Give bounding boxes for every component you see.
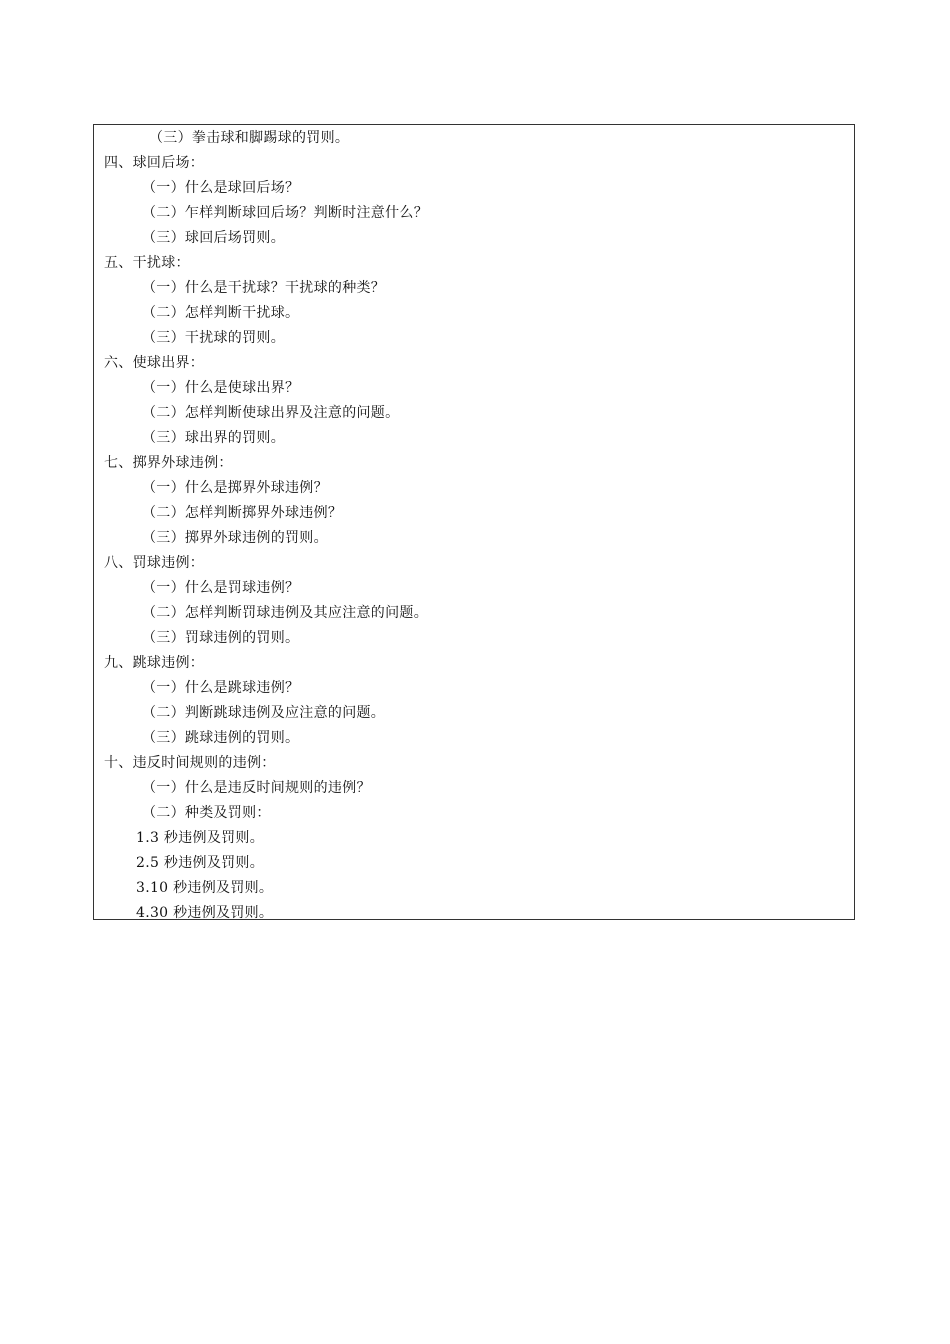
- outline-line: （一）什么是使球出界？: [142, 380, 300, 396]
- outline-line: （一）什么是球回后场？: [142, 180, 300, 196]
- section-heading: 四、球回后场：: [104, 155, 205, 171]
- outline-line: （二）种类及罚则：: [142, 805, 271, 821]
- outline-line: （二）判断跳球违例及应注意的问题。: [142, 705, 386, 721]
- numbered-item: 3.10 秒违例及罚则。: [136, 880, 274, 896]
- outline-line: （三）球出界的罚则。: [142, 430, 285, 446]
- section-heading: 七、掷界外球违例：: [104, 455, 233, 471]
- section-heading: 八、罚球违例：: [104, 555, 205, 571]
- outline-line: （二）怎样判断罚球违例及其应注意的问题。: [142, 605, 428, 621]
- section-heading: 九、跳球违例：: [104, 655, 205, 671]
- section-heading: 十、违反时间规则的违例：: [104, 755, 276, 771]
- section-heading: 五、干扰球：: [104, 255, 190, 271]
- outline-line: （一）什么是违反时间规则的违例？: [142, 780, 371, 796]
- outline-line: （一）什么是掷界外球违例？: [142, 480, 328, 496]
- outline-line: （三）跳球违例的罚则。: [142, 730, 300, 746]
- outline-line: （三）球回后场罚则。: [142, 230, 285, 246]
- outline-line: （二）怎样判断掷界外球违例？: [142, 505, 343, 521]
- numbered-item: 2.5 秒违例及罚则。: [136, 855, 265, 871]
- outline-line: （二）乍样判断球回后场？判断时注意什么？: [142, 205, 428, 221]
- outline-line: （二）怎样判断使球出界及注意的问题。: [142, 405, 400, 421]
- outline-line: （三）拳击球和脚踢球的罚则。: [149, 130, 350, 146]
- numbered-item: 1.3 秒违例及罚则。: [136, 830, 265, 846]
- section-heading: 六、使球出界：: [104, 355, 205, 371]
- outline-line: （一）什么是干扰球？干扰球的种类？: [142, 280, 386, 296]
- document-table-cell: [93, 124, 855, 920]
- outline-line: （一）什么是跳球违例？: [142, 680, 300, 696]
- outline-line: （二）怎样判断干扰球。: [142, 305, 300, 321]
- outline-line: （三）罚球违例的罚则。: [142, 630, 300, 646]
- outline-line: （三）掷界外球违例的罚则。: [142, 530, 328, 546]
- outline-line: （三）干扰球的罚则。: [142, 330, 285, 346]
- outline-line: （一）什么是罚球违例？: [142, 580, 300, 596]
- numbered-item: 4.30 秒违例及罚则。: [136, 905, 274, 921]
